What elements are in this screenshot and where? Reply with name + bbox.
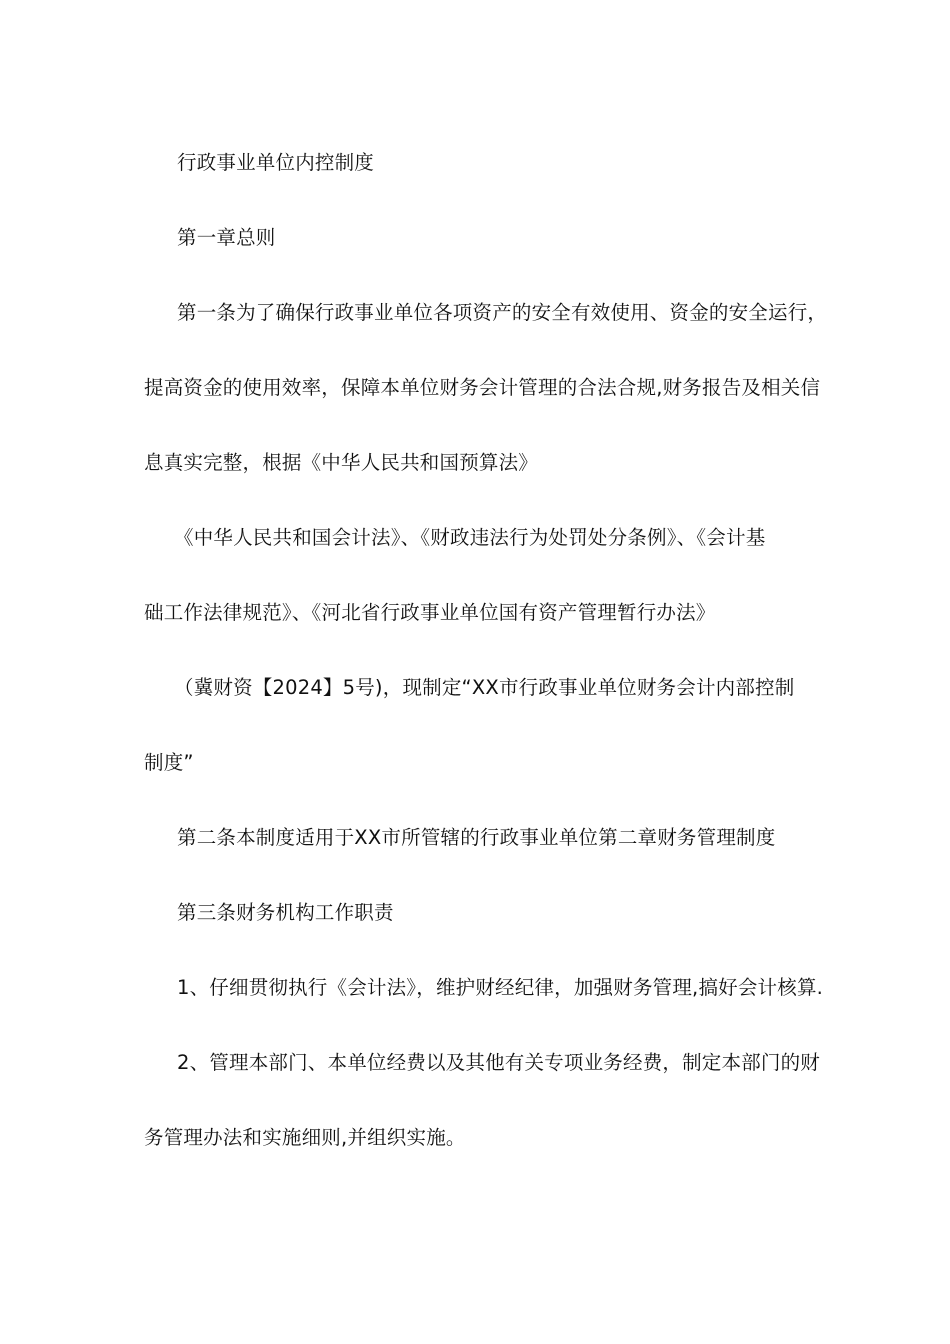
- article-heading: 第三条财务机构工作职责: [177, 901, 394, 924]
- paragraph-line: 础工作法律规范》、《河北省行政事业单位国有资产管理暂行办法》: [144, 601, 716, 624]
- list-item: 2、管理本部门、本单位经费以及其他有关专项业务经费，制定本部门的财: [177, 1051, 821, 1074]
- paragraph-line: （冀财资【2024】5号)，现制定“XX市行政事业单位财务会计内部控制: [174, 676, 795, 699]
- paragraph-line: 第二条本制度适用于XX市所管辖的行政事业单位第二章财务管理制度: [177, 826, 776, 849]
- paragraph-line: 务管理办法和实施细则,并组织实施。: [144, 1126, 466, 1149]
- paragraph-line: 第一条为了确保行政事业单位各项资产的安全有效使用、资金的安全运行，: [177, 301, 828, 324]
- chapter-heading: 第一章总则: [177, 226, 276, 249]
- paragraph-line: 提高资金的使用效率，保障本单位财务会计管理的合法合规,财务报告及相关信: [144, 376, 821, 399]
- document-title: 行政事业单位内控制度: [177, 151, 375, 174]
- list-item: 1、仔细贯彻执行《会计法》，维护财经纪律，加强财务管理,搞好会计核算.: [177, 976, 824, 999]
- paragraph-line: 制度”: [144, 751, 194, 774]
- paragraph-line: 息真实完整，根据《中华人民共和国预算法》: [144, 451, 539, 474]
- paragraph-line: 《中华人民共和国会计法》、《财政违法行为处罚处分条例》、《会计基: [174, 526, 766, 549]
